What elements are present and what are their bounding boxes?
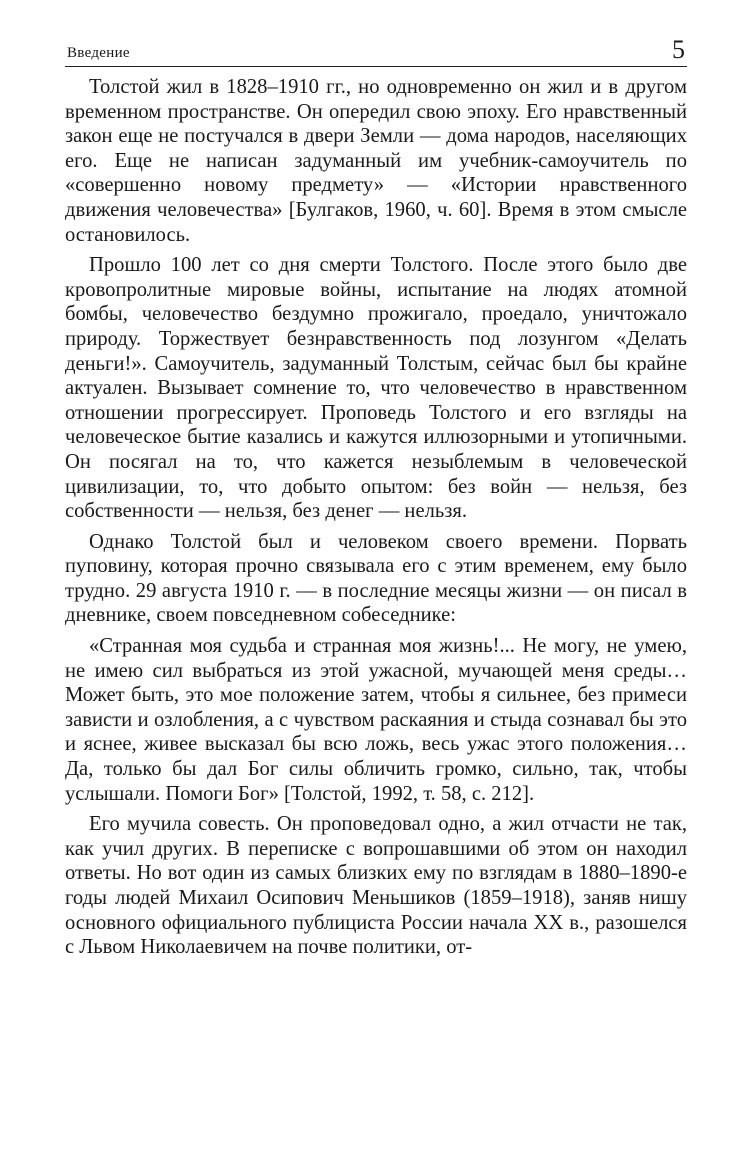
section-title: Введение bbox=[67, 45, 130, 61]
quote-paragraph: «Странная моя судьба и странная моя жизнь!... Не могу, не умею, не имею сил выбраться из этой ужасной, мучающей меня среды… Может быть, это мое положение затем, чтобы я сильнее, без примеси зависти и озлобления, а с чувством раскаяния и стыда сознавал бы это и яснее, живее высказал бы всю ложь, весь ужас этого положения… Да, только бы дал Бог силы обличить громко, сильно, так, чтобы услышали. Помоги Бог» [Толстой, 1992, т. 58, с. 212]. bbox=[65, 635, 687, 805]
paragraph: Прошло 100 лет со дня смерти Толстого. После этого было две кровопролитные мировые войны, испытание на людях атомной бомбы, человечество бездумно прожигало, проедало, уничтожало природу. Торжествует безнравственность под лозунгом «Делать деньги!». Самоучитель, задуманный Толстым, сейчас был бы крайне актуален. Вызывает сомнение то, что человечество в нравственном отношении прогрессирует. Проповедь Толстого и его взгляды на человеческое бытие казались и кажутся иллюзорными и утопичными. Он посягал на то, что кажется незыблемым в человеческой цивилизации, то, что добыто опытом: без войн — нельзя, без собственности — нельзя, без денег — нельзя. bbox=[65, 254, 687, 523]
page-number: 5 bbox=[672, 35, 685, 64]
paragraph: Толстой жил в 1828–1910 гг., но одновременно он жил и в другом временном пространстве. Он опередил свою эпоху. Его нравственный закон еще не постучался в двери Земли — дома народов, населяющих его. Еще не написан задуманный им учебник-самоучитель по «совершенно новому предмету» — «Истории нравственного движения человечества» [Булгаков, 1960, ч. 60]. Время в этом смысле остановилось. bbox=[65, 76, 687, 246]
body-text bbox=[65, 75, 687, 960]
running-header bbox=[65, 36, 687, 67]
paragraph: Его мучила совесть. Он проповедовал одно, а жил отчасти не так, как учил других. В переписке с вопрошавшими об этом он находил ответы. Но вот один из самых близких ему по взглядам в 1880–1890-е годы людей Михаил Осипович Меньшиков (1859–1918), заняв нишу основного официального публициста России начала XX в., разошелся с Львом Николаевичем на почве политики, от- bbox=[65, 813, 687, 959]
book-page bbox=[65, 36, 687, 960]
paragraph: Однако Толстой был и человеком своего времени. Порвать пуповину, которая прочно связывала его с этим временем, ему было трудно. 29 августа 1910 г. — в последние месяцы жизни — он писал в дневнике, своем повседневном собеседнике: bbox=[65, 530, 687, 627]
